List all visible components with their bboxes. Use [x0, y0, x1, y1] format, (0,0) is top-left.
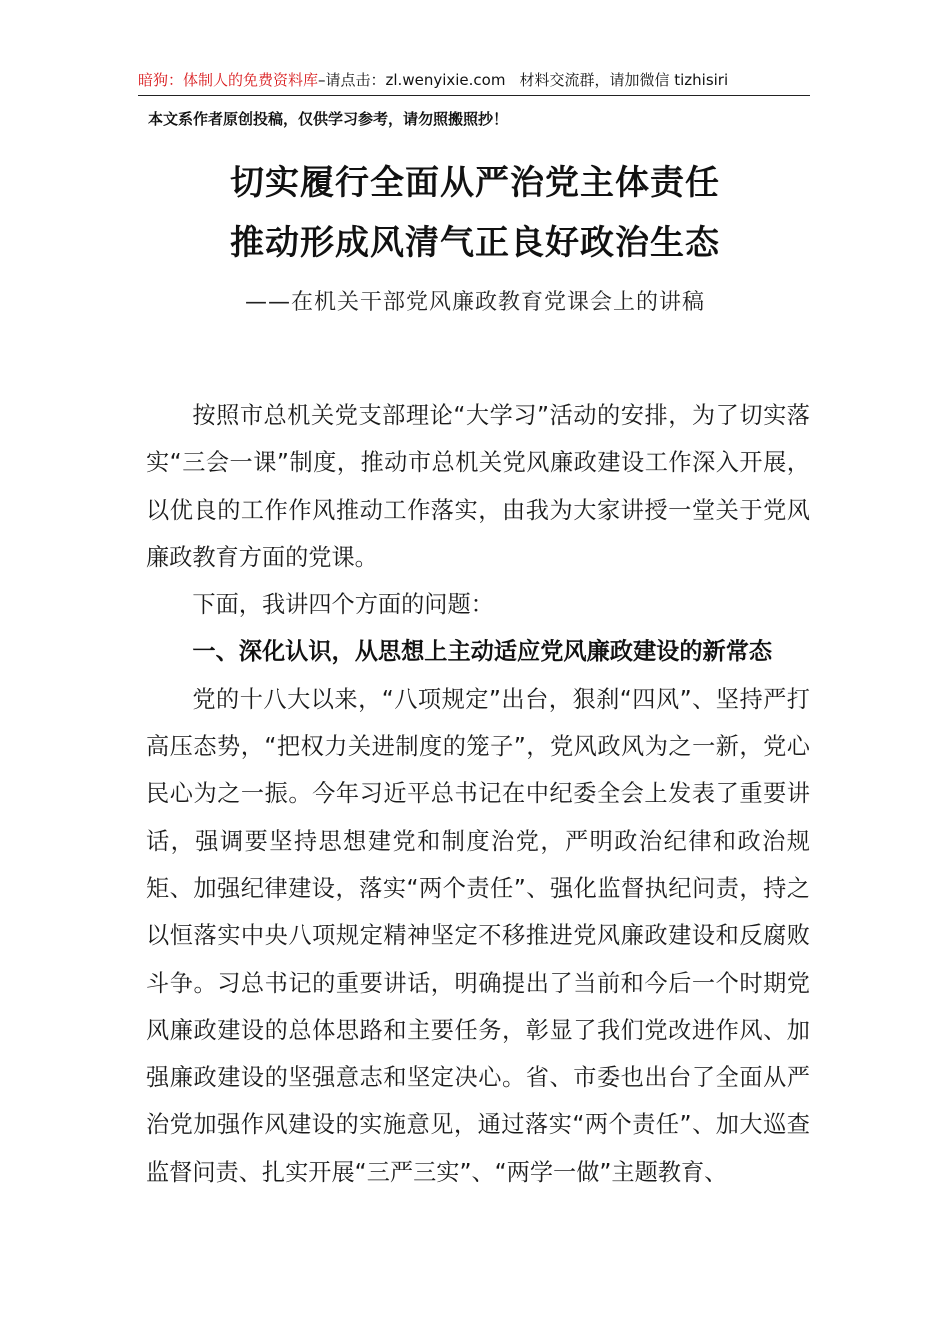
click-prompt-link[interactable]: –请点击：zl.wenyixie.com — [318, 71, 506, 89]
header-divider — [138, 95, 810, 96]
title-line-2: 推动形成风清气正良好政治生态 — [230, 223, 720, 263]
page-header — [138, 68, 810, 92]
document-body — [146, 392, 810, 1196]
site-name-link[interactable]: 暗狗：体制人的免费资料库 — [138, 71, 319, 89]
group-note: 材料交流群，请加微信 tizhisiri — [519, 71, 729, 89]
copyright-notice: 本文系作者原创投稿，仅供学习参考，请勿照搬照抄！ — [148, 110, 509, 128]
paragraph-section-1: 党的十八大以来，“八项规定”出台，狠刹“四风”、坚持严打高压态势，“把权力关进制度的笼子”，党风政风为之一新，党心民心为之一振。今年习近平总书记在中纪委全会上发表了重要讲话，强调要坚持思想建党和制度治党，严明政治纪律和政治规矩、加强纪律建设，落实“两个责任”、强化监督执纪问责，持之以恒落实中央八项规定精神坚定不移推进党风廉政建设和反腐败斗争。习总书记的重要讲话，明确提出了当前和今后一个时期党风廉政建设的总体思路和主要任务，彰显了我们党改进作风、加强廉政建设的坚强意志和坚定决心。省、市委也出台了全面从严治党加强作风建设的实施意见，通过落实“两个责任”、加大巡查监督问责、扎实开展“三严三实”、“两学一做”主题教育、 — [146, 685, 810, 1186]
paragraph-outline: 下面，我讲四个方面的问题： — [192, 591, 494, 619]
subtitle: ——在机关干部党风廉政教育党课会上的讲稿 — [244, 290, 705, 315]
section-heading-1: 一、深化认识，从思想上主动适应党风廉政建设的新常态 — [192, 638, 773, 666]
title-line-1: 切实履行全面从严治党主体责任 — [230, 163, 720, 203]
paragraph-intro: 按照市总机关党支部理论“大学习”活动的安排，为了切实落实“三会一课”制度，推动市总机关党风廉政建设工作深入开展，以优良的工作作风推动工作落实，由我为大家讲授一堂关于党风廉政教育方面的党课。 — [146, 402, 810, 571]
